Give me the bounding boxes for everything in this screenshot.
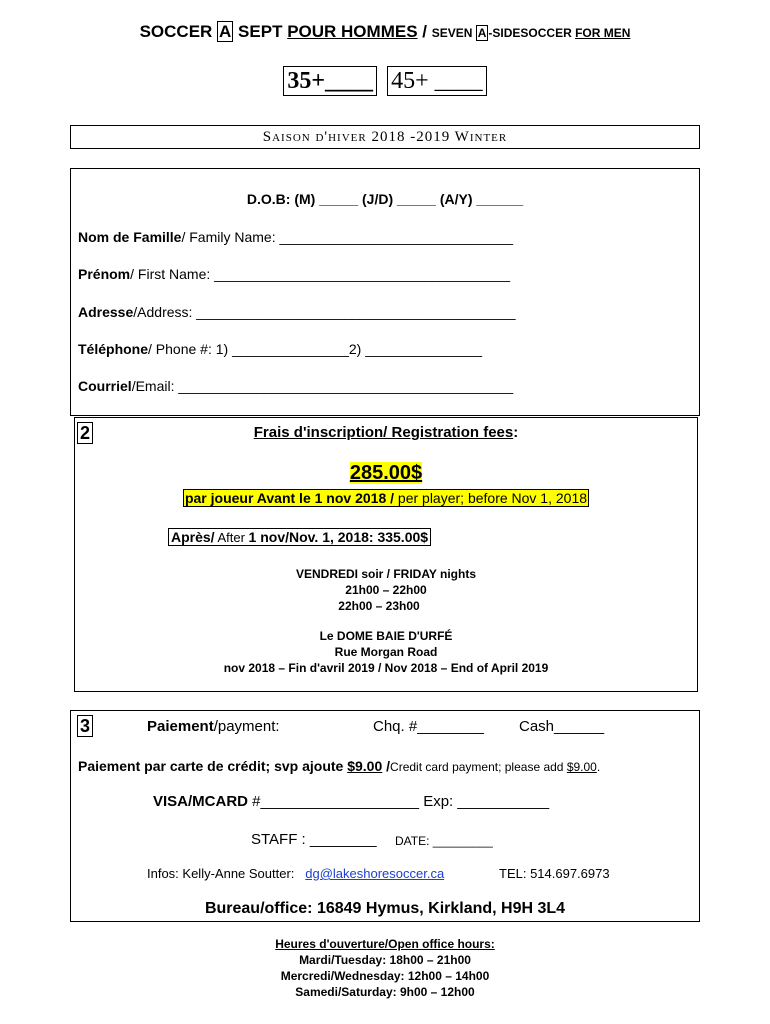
field-label: Prénom: [78, 266, 131, 282]
title-a-box: A: [219, 22, 232, 41]
title-text: SEPT: [233, 22, 288, 41]
field-label: Courriel: [78, 378, 132, 394]
age-35-box[interactable]: 35+____: [283, 66, 377, 96]
before-bold: par joueur Avant le 1 nov 2018 /: [184, 490, 395, 506]
field-label: Nom de Famille: [78, 229, 182, 245]
venue-road: Rue Morgan Road: [334, 645, 438, 659]
address-field[interactable]: [78, 304, 516, 320]
fees-heading-text: Frais d'inscription/ Registration fees: [253, 424, 514, 441]
section-number: 3: [77, 715, 93, 737]
office-hours-row: Mardi/Tuesday: 18h00 – 21h00: [299, 953, 471, 967]
credit-dot: .: [596, 760, 601, 774]
credit-regular: Credit card payment; please add: [390, 760, 567, 774]
before-deadline: [75, 490, 697, 506]
office-hours-row: Mercredi/Wednesday: 12h00 – 14h00: [280, 969, 490, 983]
field-blank: /Address: _________________________________________: [133, 304, 516, 320]
fees-heading: [75, 424, 697, 441]
phone-field[interactable]: [78, 341, 482, 357]
fees-heading-colon: :: [513, 424, 519, 441]
field-blank: / First Name: ______________________________________: [130, 266, 511, 282]
title-text: /: [417, 22, 432, 41]
lastname-field[interactable]: [78, 229, 513, 245]
season-banner: Saison d'hiver 2018 -2019 Winter: [70, 125, 700, 149]
field-label: Paiement: [147, 718, 214, 735]
fees-box: [74, 417, 698, 692]
after-bold: Après/: [171, 529, 215, 545]
contact-email-link[interactable]: dg@lakeshoresoccer.ca: [305, 866, 445, 881]
credit-fee: $9.00: [566, 760, 597, 774]
price-row: [75, 462, 697, 485]
staff-field[interactable]: STAFF : ________: [251, 831, 377, 848]
season-period: nov 2018 – Fin d'avril 2019 / Nov 2018 – End of April 2019: [223, 661, 549, 675]
date-field[interactable]: DATE: _________: [395, 834, 493, 848]
field-blank: / Family Name: ______________________________: [181, 229, 514, 245]
form-title: [0, 22, 770, 42]
schedule-time: 21h00 – 22h00: [345, 583, 427, 597]
schedule-night: VENDREDI soir / FRIDAY nights: [295, 567, 477, 581]
contact-info: [147, 866, 444, 881]
personal-info-box: [70, 168, 700, 416]
payment-box: [70, 710, 700, 922]
office-hours-row: Samedi/Saturday: 9h00 – 12h00: [295, 985, 475, 999]
before-regular: per player; before Nov 1, 2018: [394, 490, 588, 506]
cheque-field[interactable]: Chq. #________: [373, 718, 484, 735]
field-blank: / Phone #: 1) _______________2) _______________: [148, 341, 482, 357]
credit-fee: $9.00: [347, 758, 383, 774]
office-hours: [0, 936, 770, 1000]
title-text: SEVEN: [431, 26, 476, 40]
field-label: /payment:: [213, 718, 280, 735]
payment-method-label: [147, 718, 280, 735]
schedule-time: 22h00 – 23h00: [338, 599, 420, 613]
field-label: Téléphone: [78, 341, 149, 357]
venue-name: Le DOME BAIE D'URFÉ: [319, 629, 453, 643]
venue-block: [75, 628, 697, 676]
field-blank: #___________________ Exp: ___________: [248, 793, 550, 810]
card-field[interactable]: [153, 793, 549, 810]
cash-field[interactable]: Cash______: [519, 718, 605, 735]
age-45-box[interactable]: 45+ ____: [387, 66, 487, 96]
credit-slash: /: [382, 758, 391, 774]
office-address: Bureau/office: 16849 Hymus, Kirkland, H9H 3L4: [204, 900, 566, 917]
price: 285.00$: [349, 462, 423, 484]
age-categories: [0, 66, 770, 96]
dob-field[interactable]: D.O.B: (M) _____ (J/D) _____ (A/Y) ______: [246, 191, 524, 207]
field-blank: /Email: ___________________________________________: [131, 378, 514, 394]
contact-phone: TEL: 514.697.6973: [499, 866, 610, 881]
title-text: POUR HOMMES: [287, 22, 418, 41]
firstname-field[interactable]: [78, 266, 510, 282]
email-field[interactable]: [78, 378, 513, 394]
title-a-box: A: [477, 26, 487, 40]
office-hours-title: Heures d'ouverture/Open office hours:: [275, 937, 495, 951]
field-label: Adresse: [78, 304, 134, 320]
field-label: VISA/MCARD: [153, 793, 249, 810]
title-text: SOCCER: [139, 22, 218, 41]
contact-label: Infos: Kelly-Anne Soutter:: [147, 866, 295, 881]
schedule: [75, 566, 697, 614]
section-number: 2: [77, 422, 93, 444]
title-text: -SIDESOCCER: [488, 26, 576, 40]
credit-bold: Paiement par carte de crédit; svp ajoute: [78, 758, 348, 774]
title-text: FOR MEN: [575, 26, 631, 40]
after-price: 1 nov/Nov. 1, 2018: 335.00$: [248, 529, 429, 545]
after-deadline: [168, 529, 431, 545]
credit-card-note: [78, 758, 600, 774]
after-regular: After: [214, 530, 249, 545]
